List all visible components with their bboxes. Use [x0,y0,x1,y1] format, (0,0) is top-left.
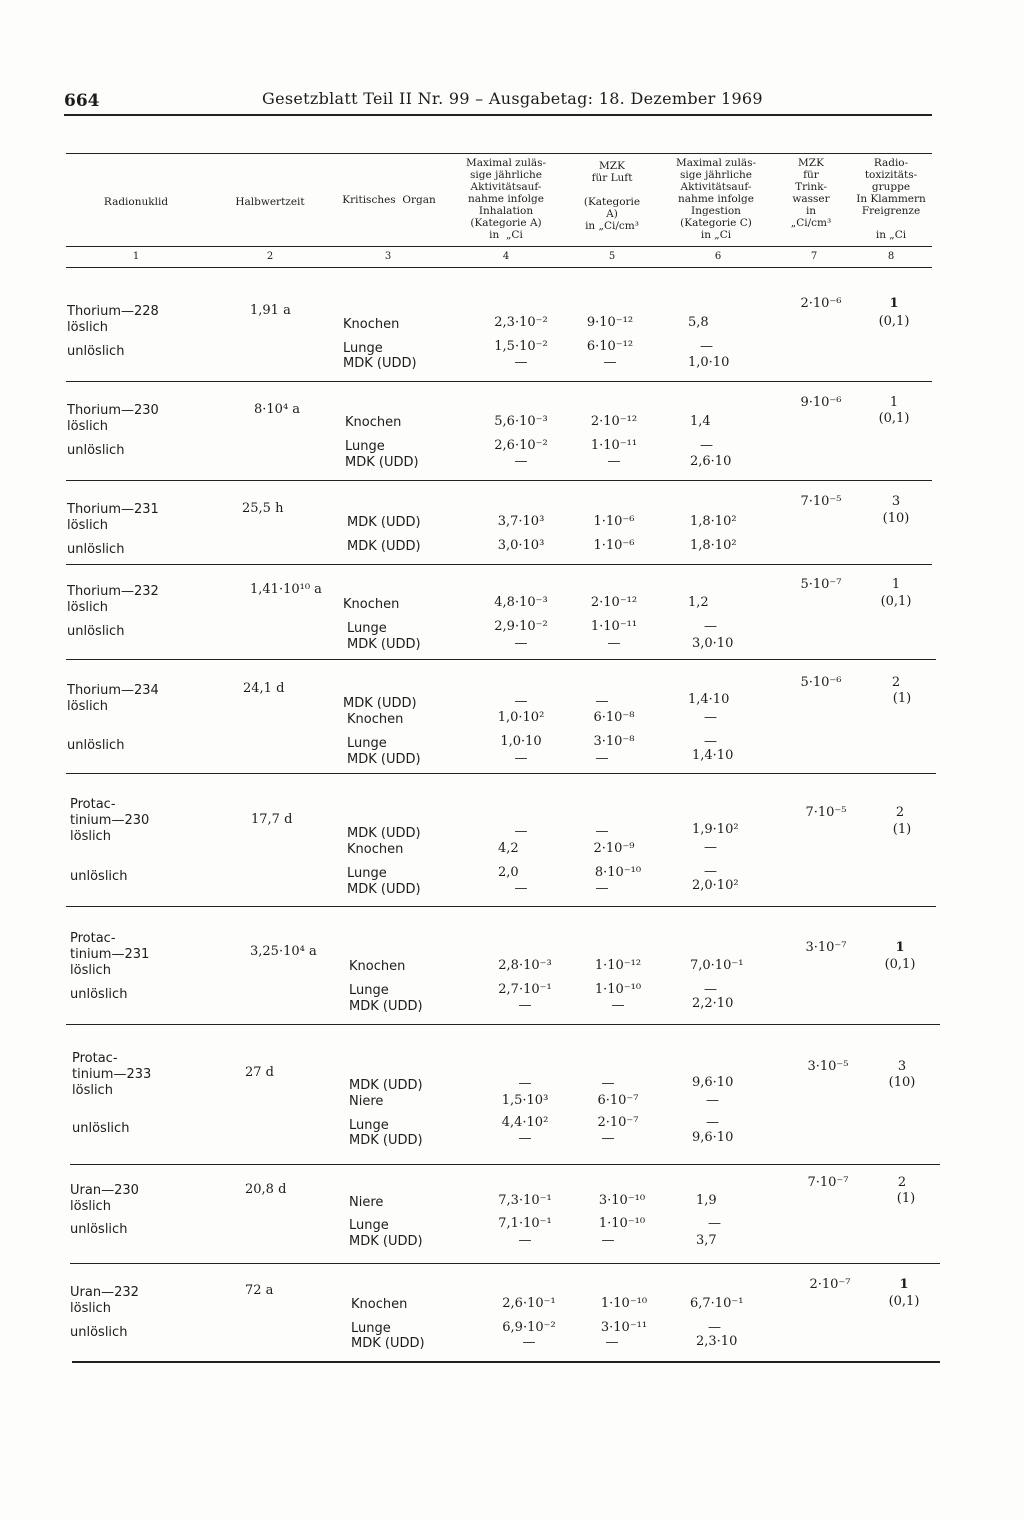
ingestion-value: — [706,1115,719,1130]
nuclide-form: löslich [67,699,108,714]
inhalation-value: 4,8·10⁻³ [494,595,548,610]
nuclide-form: löslich [70,963,111,978]
organ: Lunge [343,341,383,356]
row-divider [66,773,936,774]
exemption-limit: (10) [888,1075,916,1090]
organ: MDK (UDD) [347,882,421,897]
inhalation-value: 6,9·10⁻² [502,1320,556,1335]
inhalation-value: 1,5·10⁻² [494,339,548,354]
nuclide-name: Thorium—228 [67,304,159,319]
inhalation-value: — [522,1335,536,1350]
ingestion-value: 2,0·10² [692,878,739,893]
nuclide-form: löslich [70,829,111,844]
inhalation-value: 2,6·10⁻² [494,438,548,453]
exemption-limit: (0,1) [880,594,912,609]
organ: Knochen [347,842,404,857]
running-head: Gesetzblatt Teil II Nr. 99 – Ausgabetag: 18. Dezember 1969 [262,89,763,108]
ingestion-value: 3,0·10 [692,636,734,651]
air-value: 1·10⁻¹⁰ [600,1296,648,1311]
nuclide-form: löslich [67,320,108,335]
air-value: 1·10⁻¹¹ [590,619,638,634]
water-value: 7·10⁻⁵ [805,805,847,820]
nuclide-form: unlöslich [70,1325,128,1340]
air-value: 2·10⁻⁷ [597,1115,639,1130]
halflife: 3,25·10⁴ a [250,944,317,959]
toxicity-group: 2 [897,1175,907,1190]
ingestion-value: 9,6·10 [692,1075,734,1090]
nuclide-name: Thorium—230 [67,403,159,418]
inhalation-value: 3,0·10³ [497,538,545,553]
inhalation-value: 5,6·10⁻³ [494,414,548,429]
column-number: 5 [608,251,616,262]
organ: MDK (UDD) [349,1133,423,1148]
inhalation-value: 2,0 [498,865,519,880]
nuclide-form: löslich [67,518,108,533]
air-value: — [595,881,609,896]
inhalation-value: 2,9·10⁻² [494,619,548,634]
inhalation-value: — [514,454,528,469]
air-value: 2·10⁻⁹ [593,841,635,856]
row-divider [70,1263,940,1264]
nuclide-form: unlöslich [70,987,128,1002]
column-header-kritisches-organ: Kritisches Organ [342,194,436,206]
toxicity-group: 3 [891,494,901,509]
inhalation-value: — [514,824,528,839]
toxicity-group: 1 [899,1277,909,1292]
water-value: 2·10⁻⁶ [800,296,842,311]
organ: Knochen [349,959,406,974]
column-header-inhalation: Maximal zuläs- sige jährliche Aktivitätsauf- nahme infolge Inhalation (Kategorie A) in „Ci [465,157,547,241]
column-number: 4 [502,251,510,262]
nuclide-name: Thorium—232 [67,584,159,599]
inhalation-value: 1,5·10³ [501,1093,549,1108]
nuclide-name: Thorium—234 [67,683,159,698]
water-value: 9·10⁻⁶ [800,395,842,410]
ingestion-value: — [706,1093,719,1108]
organ: MDK (UDD) [347,539,421,554]
table-bottom-rule [72,1361,940,1363]
organ: Lunge [351,1321,391,1336]
organ: MDK (UDD) [347,752,421,767]
toxicity-group: 2 [891,675,901,690]
ingestion-value: 1,4·10 [692,748,734,763]
nuclide-form: unlöslich [70,1222,128,1237]
ingestion-value: 1,0·10 [688,355,730,370]
halflife: 17,7 d [251,812,293,827]
air-value: — [603,355,617,370]
row-divider [66,381,932,382]
nuclide-form: unlöslich [67,344,125,359]
water-value: 3·10⁻⁷ [805,940,847,955]
halflife: 20,8 d [245,1182,287,1197]
ingestion-value: — [708,1216,721,1231]
inhalation-value: 4,4·10² [501,1115,549,1130]
air-value: 2·10⁻¹² [590,414,638,429]
nuclide-form: unlöslich [67,738,125,753]
inhalation-value: 7,3·10⁻¹ [498,1193,552,1208]
ingestion-value: 1,8·10² [690,514,737,529]
organ: MDK (UDD) [345,455,419,470]
air-value: 1·10⁻⁶ [593,514,635,529]
nuclide-name: Uran—230 [70,1183,139,1198]
halflife: 8·10⁴ a [254,402,301,417]
organ: MDK (UDD) [349,1078,423,1093]
ingestion-value: 2,6·10 [690,454,732,469]
nuclide-form: unlöslich [72,1121,130,1136]
column-header-mzk-trinkwasser: MZK für Trink- wasser in „Ci/cm³ [790,157,832,229]
organ: Lunge [347,866,387,881]
organ: Knochen [351,1297,408,1312]
inhalation-value: — [514,751,528,766]
ingestion-value: — [700,339,713,354]
halflife: 27 d [245,1065,274,1080]
organ: MDK (UDD) [343,356,417,371]
nuclide-name: Protac- [72,1051,118,1066]
nuclide-name: Protac- [70,797,116,812]
organ: Niere [349,1195,384,1210]
column-number-rule [66,267,932,268]
air-value: 1·10⁻¹¹ [590,438,638,453]
column-header-mzk-luft: MZK für Luft (Kategorie A) in „Ci/cm³ [583,160,641,232]
organ: Lunge [347,736,387,751]
toxicity-group: 1 [889,395,899,410]
nuclide-form: unlöslich [67,443,125,458]
row-divider [66,1024,940,1025]
inhalation-value: 1,0·10 [500,734,542,749]
halflife: 1,41·10¹⁰ a [250,582,322,597]
organ: MDK (UDD) [349,999,423,1014]
nuclide-form: unlöslich [67,624,125,639]
nuclide-name: Protac- [70,931,116,946]
column-number: 8 [887,251,895,262]
ingestion-value: — [700,438,713,453]
column-number: 3 [384,251,392,262]
nuclide-name: tinium—231 [70,947,150,962]
organ: MDK (UDD) [343,696,417,711]
ingestion-value: 1,8·10² [690,538,737,553]
header-divider [66,246,932,247]
organ: Lunge [347,621,387,636]
ingestion-value: — [704,840,717,855]
air-value: 1·10⁻⁶ [593,538,635,553]
column-header-radiotoxizitaet: Radio- toxizitäts- gruppe In Klammern Freigrenze in „Ci [856,157,926,241]
organ: Lunge [349,1118,389,1133]
ingestion-value: — [704,734,717,749]
nuclide-form: unlöslich [67,542,125,557]
nuclide-name: Uran—232 [70,1285,139,1300]
inhalation-value: — [518,1233,532,1248]
ingestion-value: 1,4·10 [688,692,730,707]
column-header-radionuklid: Radionuklid [103,196,169,208]
exemption-limit: (0,1) [888,1294,920,1309]
air-value: — [595,694,609,709]
toxicity-group: 1 [895,940,905,955]
ingestion-value: 1,9·10² [692,822,739,837]
nuclide-form: löslich [70,1301,111,1316]
exemption-limit: (10) [882,511,910,526]
air-value: 1·10⁻¹⁰ [594,982,642,997]
ingestion-value: — [704,864,717,879]
ingestion-value: 1,2 [688,595,709,610]
nuclide-name: Thorium—231 [67,502,159,517]
ingestion-value: — [704,982,717,997]
ingestion-value: 6,7·10⁻¹ [690,1296,744,1311]
row-divider [66,480,932,481]
ingestion-value: 3,7 [696,1233,717,1248]
nuclide-form: löslich [67,419,108,434]
air-value: 3·10⁻¹⁰ [598,1193,646,1208]
organ: Niere [349,1094,384,1109]
halflife: 24,1 d [243,681,285,696]
organ: MDK (UDD) [347,637,421,652]
air-value: 1·10⁻¹⁰ [598,1216,646,1231]
row-divider [66,564,932,565]
toxicity-group: 1 [889,296,899,311]
halflife: 1,91 a [250,303,291,318]
ingestion-value: 5,8 [688,315,709,330]
inhalation-value: 7,1·10⁻¹ [498,1216,552,1231]
water-value: 5·10⁻⁶ [800,675,842,690]
organ: Knochen [343,317,400,332]
organ: Lunge [349,983,389,998]
inhalation-value: — [514,694,528,709]
inhalation-value: — [518,1076,532,1091]
column-number: 2 [266,251,274,262]
inhalation-value: 2,8·10⁻³ [498,958,552,973]
inhalation-value: 2,7·10⁻¹ [498,982,552,997]
column-number: 7 [810,251,818,262]
air-value: 9·10⁻¹² [586,315,634,330]
air-value: 6·10⁻¹² [586,339,634,354]
nuclide-form: löslich [72,1083,113,1098]
column-header-ingestion: Maximal zuläs- sige jährliche Aktivitätsauf- nahme infolge Ingestion (Kategorie C) in „Ci [675,157,757,241]
air-value: — [601,1076,615,1091]
water-value: 2·10⁻⁷ [809,1277,851,1292]
air-value: — [595,824,609,839]
ingestion-value: — [704,619,717,634]
inhalation-value: 1,0·10² [497,710,545,725]
nuclide-form: unlöslich [70,869,128,884]
air-value: 1·10⁻¹² [594,958,642,973]
exemption-limit: (1) [892,691,912,706]
organ: Knochen [345,415,402,430]
row-divider [66,659,936,660]
organ: Lunge [345,439,385,454]
water-value: 7·10⁻⁵ [800,494,842,509]
inhalation-value: 2,6·10⁻¹ [502,1296,556,1311]
inhalation-value: — [518,1131,532,1146]
ingestion-value: 1,9 [696,1193,717,1208]
air-value: 3·10⁻¹¹ [600,1320,648,1335]
air-value: — [611,998,625,1013]
air-value: 6·10⁻⁷ [597,1093,639,1108]
ingestion-value: — [708,1320,721,1335]
column-number: 1 [132,251,140,262]
inhalation-value: — [514,636,528,651]
organ: Knochen [343,597,400,612]
air-value: — [607,454,621,469]
exemption-limit: (0,1) [884,957,916,972]
organ: MDK (UDD) [347,515,421,530]
table-top-rule [66,153,932,154]
toxicity-group: 1 [891,577,901,592]
inhalation-value: 3,7·10³ [497,514,545,529]
air-value: — [605,1335,619,1350]
air-value: 8·10⁻¹⁰ [594,865,642,880]
air-value: — [601,1233,615,1248]
ingestion-value: 9,6·10 [692,1130,734,1145]
exemption-limit: (1) [896,1191,916,1206]
air-value: — [601,1131,615,1146]
organ: MDK (UDD) [347,826,421,841]
header-rule [64,114,932,116]
air-value: — [607,636,621,651]
inhalation-value: 4,2 [498,841,519,856]
water-value: 5·10⁻⁷ [800,577,842,592]
row-divider [70,1164,940,1165]
air-value: 3·10⁻⁸ [593,734,635,749]
organ: Lunge [349,1218,389,1233]
air-value: — [595,751,609,766]
nuclide-form: löslich [70,1199,111,1214]
exemption-limit: (0,1) [878,411,910,426]
row-divider [66,906,936,907]
ingestion-value: 2,3·10 [696,1334,738,1349]
halflife: 25,5 h [242,501,284,516]
organ: MDK (UDD) [351,1336,425,1351]
air-value: 6·10⁻⁸ [593,710,635,725]
page-number: 664 [64,91,100,111]
ingestion-value: 1,4 [690,414,711,429]
nuclide-form: löslich [67,600,108,615]
nuclide-name: tinium—230 [70,813,150,828]
air-value: 2·10⁻¹² [590,595,638,610]
water-value: 7·10⁻⁷ [807,1175,849,1190]
nuclide-name: tinium—233 [72,1067,152,1082]
inhalation-value: — [518,998,532,1013]
column-header-halbwertzeit: Halbwertzeit [235,196,305,208]
column-number: 6 [714,251,722,262]
organ: MDK (UDD) [349,1234,423,1249]
toxicity-group: 3 [897,1059,907,1074]
ingestion-value: 2,2·10 [692,996,734,1011]
inhalation-value: — [514,355,528,370]
water-value: 3·10⁻⁵ [807,1059,849,1074]
ingestion-value: — [704,710,717,725]
toxicity-group: 2 [895,805,905,820]
inhalation-value: 2,3·10⁻² [494,315,548,330]
inhalation-value: — [514,881,528,896]
organ: Knochen [347,712,404,727]
ingestion-value: 7,0·10⁻¹ [690,958,744,973]
exemption-limit: (1) [892,822,912,837]
halflife: 72 a [245,1283,274,1298]
exemption-limit: (0,1) [878,314,910,329]
